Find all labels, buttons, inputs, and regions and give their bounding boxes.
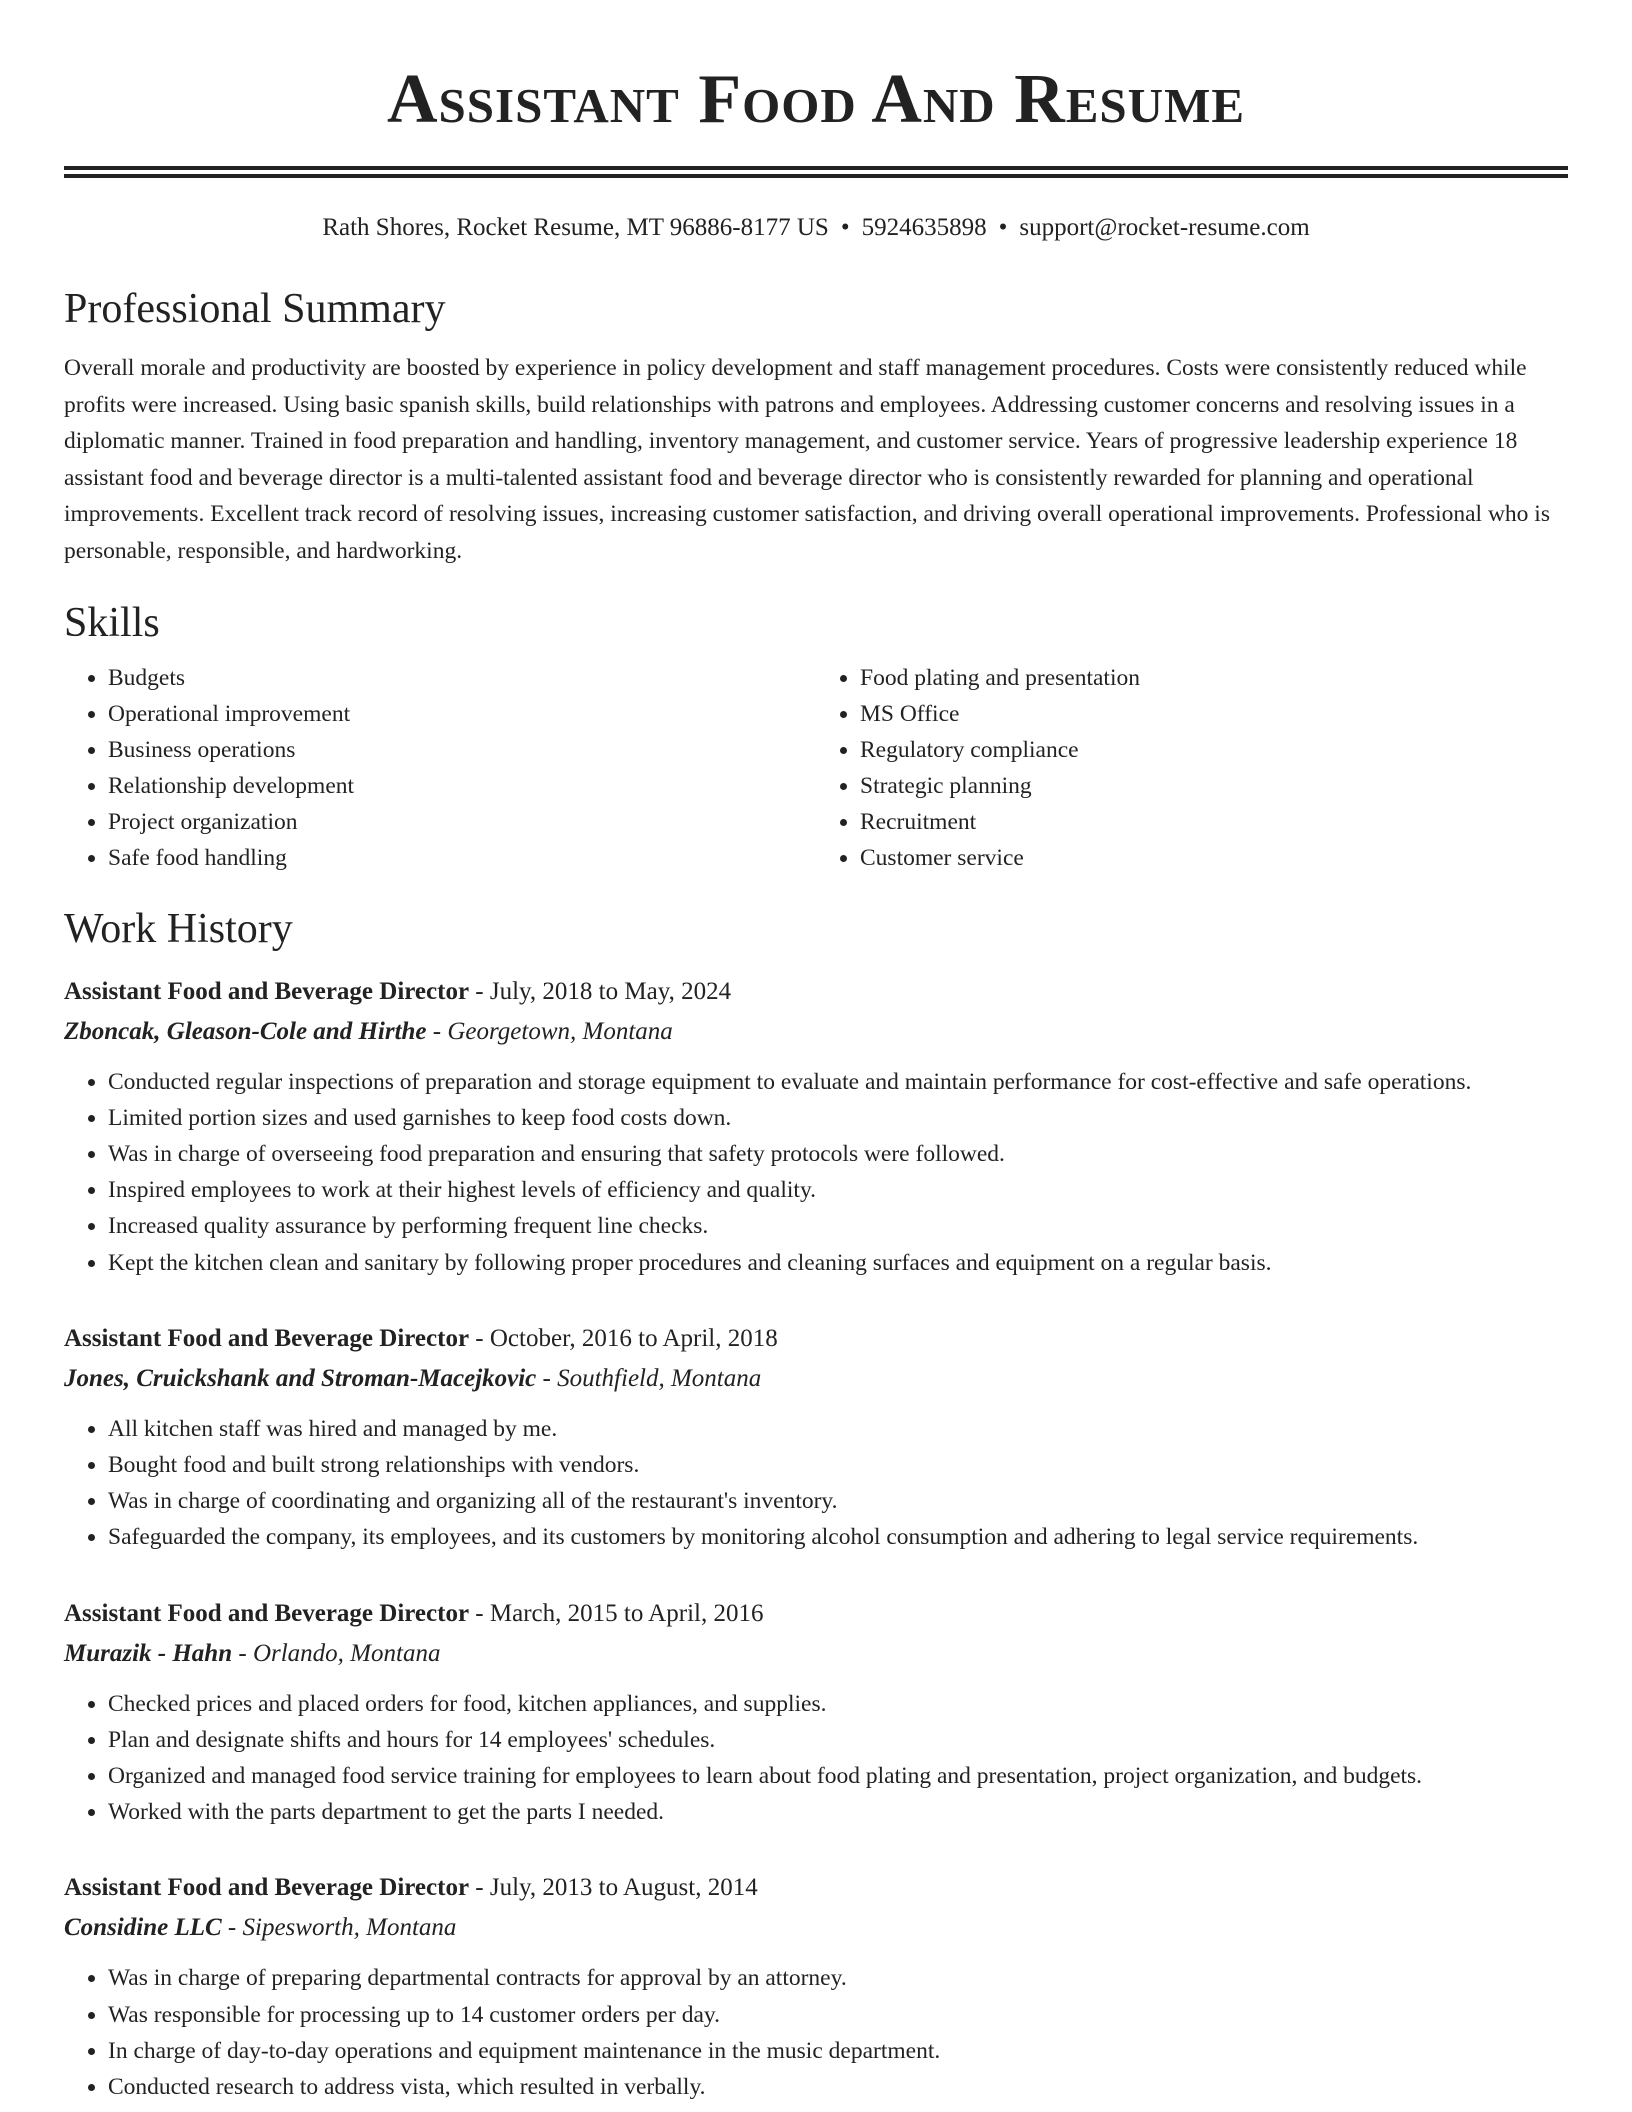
job-location: - Georgetown, Montana: [426, 1017, 673, 1045]
job-bullets: [64, 1686, 1568, 1831]
job-bullets: [64, 1411, 1568, 1556]
job-employer: [64, 1634, 1568, 1674]
job-bullet: • All kitchen staff was hired and managed by me.: [108, 1411, 1568, 1447]
contact-separator: •: [998, 214, 1008, 241]
skills-column-left: [64, 660, 816, 876]
work-history-heading: Work History: [64, 905, 293, 952]
job-bullets: [64, 1064, 1568, 1281]
job-company: Murazik - Hahn: [64, 1639, 233, 1667]
job-company: Zboncak, Gleason-Cole and Hirthe: [64, 1017, 427, 1045]
job-location: - Southfield, Montana: [536, 1364, 762, 1392]
job-bullet: • Plan and designate shifts and hours for 14 employees' schedules.: [108, 1722, 1568, 1758]
job-employer: [64, 1359, 1568, 1399]
job-title: Assistant Food and Beverage Director: [64, 1599, 470, 1627]
contact-separator: •: [840, 214, 850, 241]
contact-line: [64, 212, 1568, 244]
skill-item: • Project organization: [108, 804, 816, 840]
job-bullet: • Was responsible for processing up to 14 customer orders per day.: [108, 1997, 1568, 2033]
job-bullet: • Was in charge of overseeing food preparation and ensuring that safety protocols were followed.: [108, 1136, 1568, 1172]
job-employer: [64, 1908, 1568, 1948]
summary-heading: Professional Summary: [64, 286, 446, 332]
job-bullet: • Inspired employees to work at their highest levels of efficiency and quality.: [108, 1172, 1568, 1208]
job-title: Assistant Food and Beverage Director: [64, 977, 470, 1005]
job-bullet: • Increased quality assurance by performing frequent line checks.: [108, 1208, 1568, 1244]
skill-item: • Regulatory compliance: [860, 732, 1568, 768]
job-location: - Sipesworth, Montana: [221, 1914, 457, 1942]
job-bullet: • Kept the kitchen clean and sanitary by following proper procedures and cleaning surfaces and equipment on a regular basis.: [108, 1245, 1568, 1281]
job-bullets: [64, 1960, 1568, 2105]
skill-item: • Business operations: [108, 732, 816, 768]
contact-phone: 5924635898: [861, 214, 987, 241]
skill-item: • Safe food handling: [108, 840, 816, 876]
job-company: Jones, Cruickshank and Stroman-Macejkovic: [64, 1364, 537, 1392]
skill-item: • Customer service: [860, 840, 1568, 876]
job-entry: [64, 972, 1568, 1281]
job-header: [64, 1319, 1568, 1359]
summary-text: Overall morale and productivity are boosted by experience in policy development and staff management procedures. Costs were consistently reduced while profits were increased. Using basic spanish skills, build relationships with patrons and employees. Addressing customer concerns and resolving issues in a diplomatic manner. Trained in food preparation and handling, inventory management, and customer service. Years of progressive leadership experience 18 assistant food and beverage director is a multi-talented assistant food and beverage director who is consistently rewarded for planning and operational improvements. Excellent track record of resolving issues, increasing customer satisfaction, and driving overall operational improvements. Professional who is personable, responsible, and hardworking.: [64, 355, 1550, 564]
title-divider-bottom: [64, 174, 1568, 178]
job-entry: [64, 1319, 1568, 1556]
job-dates: - October, 2016 to April, 2018: [469, 1324, 778, 1352]
job-bullet: • Limited portion sizes and used garnishes to keep food costs down.: [108, 1100, 1568, 1136]
job-header: [64, 1594, 1568, 1634]
skill-item: • Operational improvement: [108, 696, 816, 732]
skills-column-right: [816, 660, 1568, 876]
job-company: Considine LLC: [64, 1914, 222, 1942]
job-bullet: • Worked with the parts department to get the parts I needed.: [108, 1794, 1568, 1830]
job-bullet: • Safeguarded the company, its employees, and its customers by monitoring alcohol consumption and adhering to legal service requirements.: [108, 1519, 1568, 1555]
skill-item: • Relationship development: [108, 768, 816, 804]
job-bullet: • Conducted research to address vista, which resulted in verbally.: [108, 2069, 1568, 2105]
skill-item: • MS Office: [860, 696, 1568, 732]
skill-item: • Recruitment: [860, 804, 1568, 840]
job-bullet: • Checked prices and placed orders for food, kitchen appliances, and supplies.: [108, 1686, 1568, 1722]
job-bullet: • Was in charge of preparing departmental contracts for approval by an attorney.: [108, 1960, 1568, 1996]
job-header: [64, 1868, 1568, 1908]
contact-address: Rath Shores, Rocket Resume, MT 96886-8177 US: [322, 214, 829, 241]
job-entry: [64, 1594, 1568, 1831]
skills-list: [64, 660, 1568, 876]
job-bullet: • Bought food and built strong relationships with vendors.: [108, 1447, 1568, 1483]
job-header: [64, 972, 1568, 1012]
job-bullet: • Was in charge of coordinating and organizing all of the restaurant's inventory.: [108, 1483, 1568, 1519]
job-bullet: • In charge of day-to-day operations and equipment maintenance in the music department.: [108, 2033, 1568, 2069]
job-dates: - March, 2015 to April, 2016: [469, 1599, 764, 1627]
job-dates: - July, 2013 to August, 2014: [469, 1874, 758, 1902]
job-bullet: • Organized and managed food service training for employees to learn about food plating and presentation, project organization, and budgets.: [108, 1758, 1568, 1794]
skill-item: • Budgets: [108, 660, 816, 696]
job-dates: - July, 2018 to May, 2024: [469, 977, 732, 1005]
job-entry: [64, 1868, 1568, 2105]
resume-title: Assistant Food And Resume: [386, 61, 1245, 138]
skill-item: • Food plating and presentation: [860, 660, 1568, 696]
job-location: - Orlando, Montana: [232, 1639, 441, 1667]
job-employer: [64, 1012, 1568, 1052]
skill-item: • Strategic planning: [860, 768, 1568, 804]
skills-heading: Skills: [64, 599, 160, 646]
job-title: Assistant Food and Beverage Director: [64, 1324, 470, 1352]
job-title: Assistant Food and Beverage Director: [64, 1874, 470, 1902]
contact-email[interactable]: support@rocket-resume.com: [1019, 214, 1310, 241]
job-bullet: • Conducted regular inspections of preparation and storage equipment to evaluate and maintain performance for cost-effective and safe operations.: [108, 1064, 1568, 1100]
resume-page: [64, 0, 1568, 2105]
